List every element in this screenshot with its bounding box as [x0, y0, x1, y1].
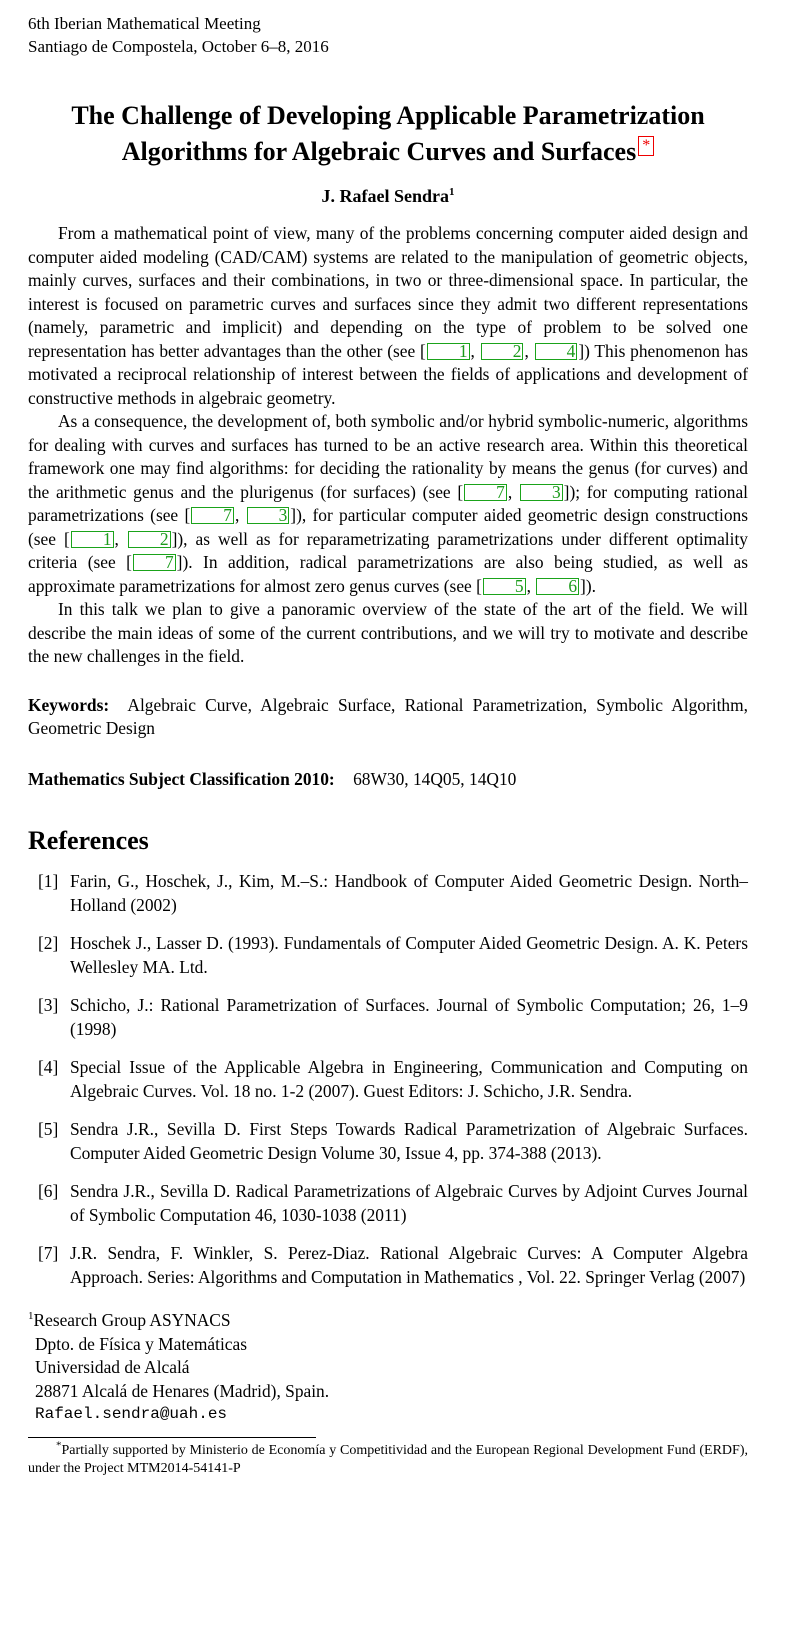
affiliation-dept: Dpto. de Física y Matemáticas [35, 1333, 248, 1354]
references-list [28, 870, 748, 1289]
citation-link[interactable]: 2 [128, 531, 171, 548]
reference-text: Schicho, J.: Rational Parametrization of Surfaces. Journal of Symbolic Computation; 26, 1–9 (1998) [70, 995, 748, 1039]
footnote-divider [28, 1437, 316, 1438]
footnote-text: Partially supported by Ministerio de Economía y Competitividad and the European Regional Development Fund (ERDF), under the Project MTM2014-54141-P [28, 1442, 748, 1476]
keywords-label: Keywords: [28, 694, 110, 715]
reference-number: [6] [38, 1181, 59, 1201]
msc-classification [28, 768, 748, 792]
citation-link[interactable]: 5 [483, 578, 526, 595]
abstract-text: ). [585, 575, 596, 596]
msc-label: Mathematics Subject Classification 2010: [28, 768, 335, 789]
references-heading: References [28, 826, 149, 855]
reference-item [28, 1242, 748, 1289]
reference-item [28, 1118, 748, 1165]
reference-text: Special Issue of the Applicable Algebra in Engineering, Communication and Computing on Algebraic Curves. Vol. 18 no. 1-2 (2007). Guest Editors: J. Schicho, J.R. Sendra. [70, 1057, 748, 1101]
reference-text: J.R. Sendra, F. Winkler, S. Perez-Diaz. Rational Algebraic Curves: A Computer Algebra Approach. Series: Algorithms and Computation in Mathematics , Vol. 22. Springer Verlag (2007) [70, 1243, 748, 1287]
funding-footnote [28, 1438, 748, 1478]
abstract-text: ), as well as for reparametrizating parametrizations under different optimality criteria (see [28, 528, 748, 572]
citation-link[interactable]: 1 [71, 531, 114, 548]
reference-text: Sendra J.R., Sevilla D. Radical Parametrizations of Algebraic Curves by Adjoint Curves Journal of Symbolic Computation 46, 1030-1038 (2011) [70, 1181, 748, 1225]
reference-text: Farin, G., Hoschek, J., Kim, M.–S.: Handbook of Computer Aided Geometric Design. North–Holland (2002) [70, 871, 748, 915]
affiliation-mark: 1 [28, 1310, 34, 1323]
paper-title [28, 98, 748, 170]
reference-item [28, 932, 748, 979]
citation-link[interactable]: 3 [520, 484, 563, 501]
conference-header [28, 12, 748, 58]
citation-link[interactable]: 4 [535, 343, 578, 360]
reference-item [28, 1180, 748, 1227]
conference-name: 6th Iberian Mathematical Meeting [28, 14, 261, 33]
reference-number: [7] [38, 1243, 59, 1263]
affiliation-address: 28871 Alcalá de Henares (Madrid), Spain. [35, 1380, 330, 1401]
affiliation-group-name: Research Group ASYNACS [33, 1310, 231, 1330]
affiliation-block [28, 1309, 748, 1427]
abstract-paragraph-2: As a consequence, the development of, both symbolic and/or hybrid symbolic-numeric, algorithms for dealing with curves and surfaces has turned to be an active research area. Within this theoretical framework one may find algorithms: for deciding the rationality by means the genus (for curves) and the arithmetic genus and the plurigenus (for surfaces) (see [ 7 , 3 ]); for computing rational parametrizations (see [ 7 , 3 ]), for particular computer aided geometric design constructions (see [ 1 , 2 ]), as well as for reparametrizating parametrizations under different optimality criteria (see [ 7 ]). In addition, radical parametrizations are also being studied, as well as approximate parametrizations for almost zero genus curves (see [ 5 , 6 ]). [28, 411, 749, 596]
reference-text: Sendra J.R., Sevilla D. First Steps Towards Radical Parametrization of Algebraic Surfaces. Computer Aided Geometric Design Volume 30, Issue 4, pp. 374-388 (2013). [70, 1119, 748, 1163]
abstract [28, 222, 748, 669]
keywords-text: Algebraic Curve, Algebraic Surface, Rational Parametrization, Symbolic Algorithm, Geometric Design [28, 694, 749, 738]
reference-number: [3] [38, 995, 59, 1015]
affiliation-group [28, 1309, 748, 1333]
title-line-2: Algorithms for Algebraic Curves and Surfaces [121, 137, 637, 166]
title-line-1: The Challenge of Developing Applicable Parametrization [71, 101, 705, 130]
citation-link[interactable]: 1 [427, 343, 470, 360]
citation-link[interactable]: 3 [247, 507, 290, 524]
citation-link[interactable]: 6 [536, 578, 579, 595]
reference-number: [1] [38, 871, 59, 891]
abstract-text: ), for particular computer aided geometric design constructions (see [28, 505, 749, 549]
reference-number: [2] [38, 933, 59, 953]
reference-number: [4] [38, 1057, 59, 1077]
abstract-text: ); for computing rational parametrizations (see [28, 481, 749, 525]
paper-page [28, 12, 748, 1478]
abstract-text: As a consequence, the development of, both symbolic and/or hybrid symbolic-numeric, algorithms for dealing with curves and surfaces has turned to be an active research area. Within this theoretical framework one may find algorithms: for deciding the rationality by means the genus (for curves) and the arithmetic genus and the plurigenus (for surfaces) (see [28, 411, 748, 502]
reference-item [28, 994, 748, 1041]
keywords [28, 694, 748, 741]
author [28, 184, 748, 208]
reference-number: [5] [38, 1119, 59, 1139]
abstract-paragraph-1: From a mathematical point of view, many of the problems concerning computer aided design and computer aided modeling (CAD/CAM) systems are related to the manipulation of geometric objects, mainly curves, surfaces and their combinations, in two or three-dimensional space. In particular, the interest is focused on parametric curves and surfaces since they admit two different representations (namely, parametric and implicit) and depending on the type of problem to be solved one representation has better advantages than the other (see [ 1 , 2 , 4 ]) This phenomenon has motivated a reciprocal relationship of interest between the fields of applications and development of constructive methods in algebraic geometry. [28, 223, 749, 408]
abstract-paragraph-3: In this talk we plan to give a panoramic overview of the state of the art of the field. We will describe the main ideas of some of the current contributions, and we will try to motivate and describe the new challenges in the field. [28, 599, 748, 666]
abstract-text: From a mathematical point of view, many of the problems concerning computer aided design and computer aided modeling (CAD/CAM) systems are related to the manipulation of geometric objects, mainly curves, surfaces and their combinations, in two or three-dimensional space. In particular, the interest is focused on parametric curves and surfaces since they admit two different representations (namely, parametric and implicit) and depending on the type of problem to be solved one representation has better advantages than the other (see [28, 223, 748, 361]
reference-text: Hoschek J., Lasser D. (1993). Fundamentals of Computer Aided Geometric Design. A. K. Peters Wellesley MA. Ltd. [70, 933, 748, 977]
abstract-text: ) This phenomenon has motivated a reciprocal relationship of interest between the fields of applications and development of constructive methods in algebraic geometry. [28, 340, 749, 408]
author-name: J. Rafael Sendra [321, 186, 449, 206]
affiliation-university: Universidad de Alcalá [35, 1357, 190, 1377]
citation-link[interactable]: 2 [481, 343, 524, 360]
citation-link[interactable]: 7 [464, 484, 507, 501]
citation-link[interactable]: 7 [191, 507, 234, 524]
reference-item [28, 1056, 748, 1103]
author-email-link[interactable]: Rafael.sendra@uah.es [35, 1405, 228, 1423]
abstract-text: ). In addition, radical parametrizations are also being studied, as well as approximate parametrizations for almost zero genus curves (see [28, 552, 749, 596]
footnote-mark: * [56, 1438, 62, 1451]
title-footnote-link[interactable]: * [638, 136, 654, 156]
conference-location-date: Santiago de Compostela, October 6–8, 2016 [28, 37, 329, 56]
reference-item [28, 870, 748, 917]
author-affiliation-mark: 1 [449, 186, 455, 198]
citation-link[interactable]: 7 [133, 554, 176, 571]
msc-codes: 68W30, 14Q05, 14Q10 [353, 768, 517, 789]
